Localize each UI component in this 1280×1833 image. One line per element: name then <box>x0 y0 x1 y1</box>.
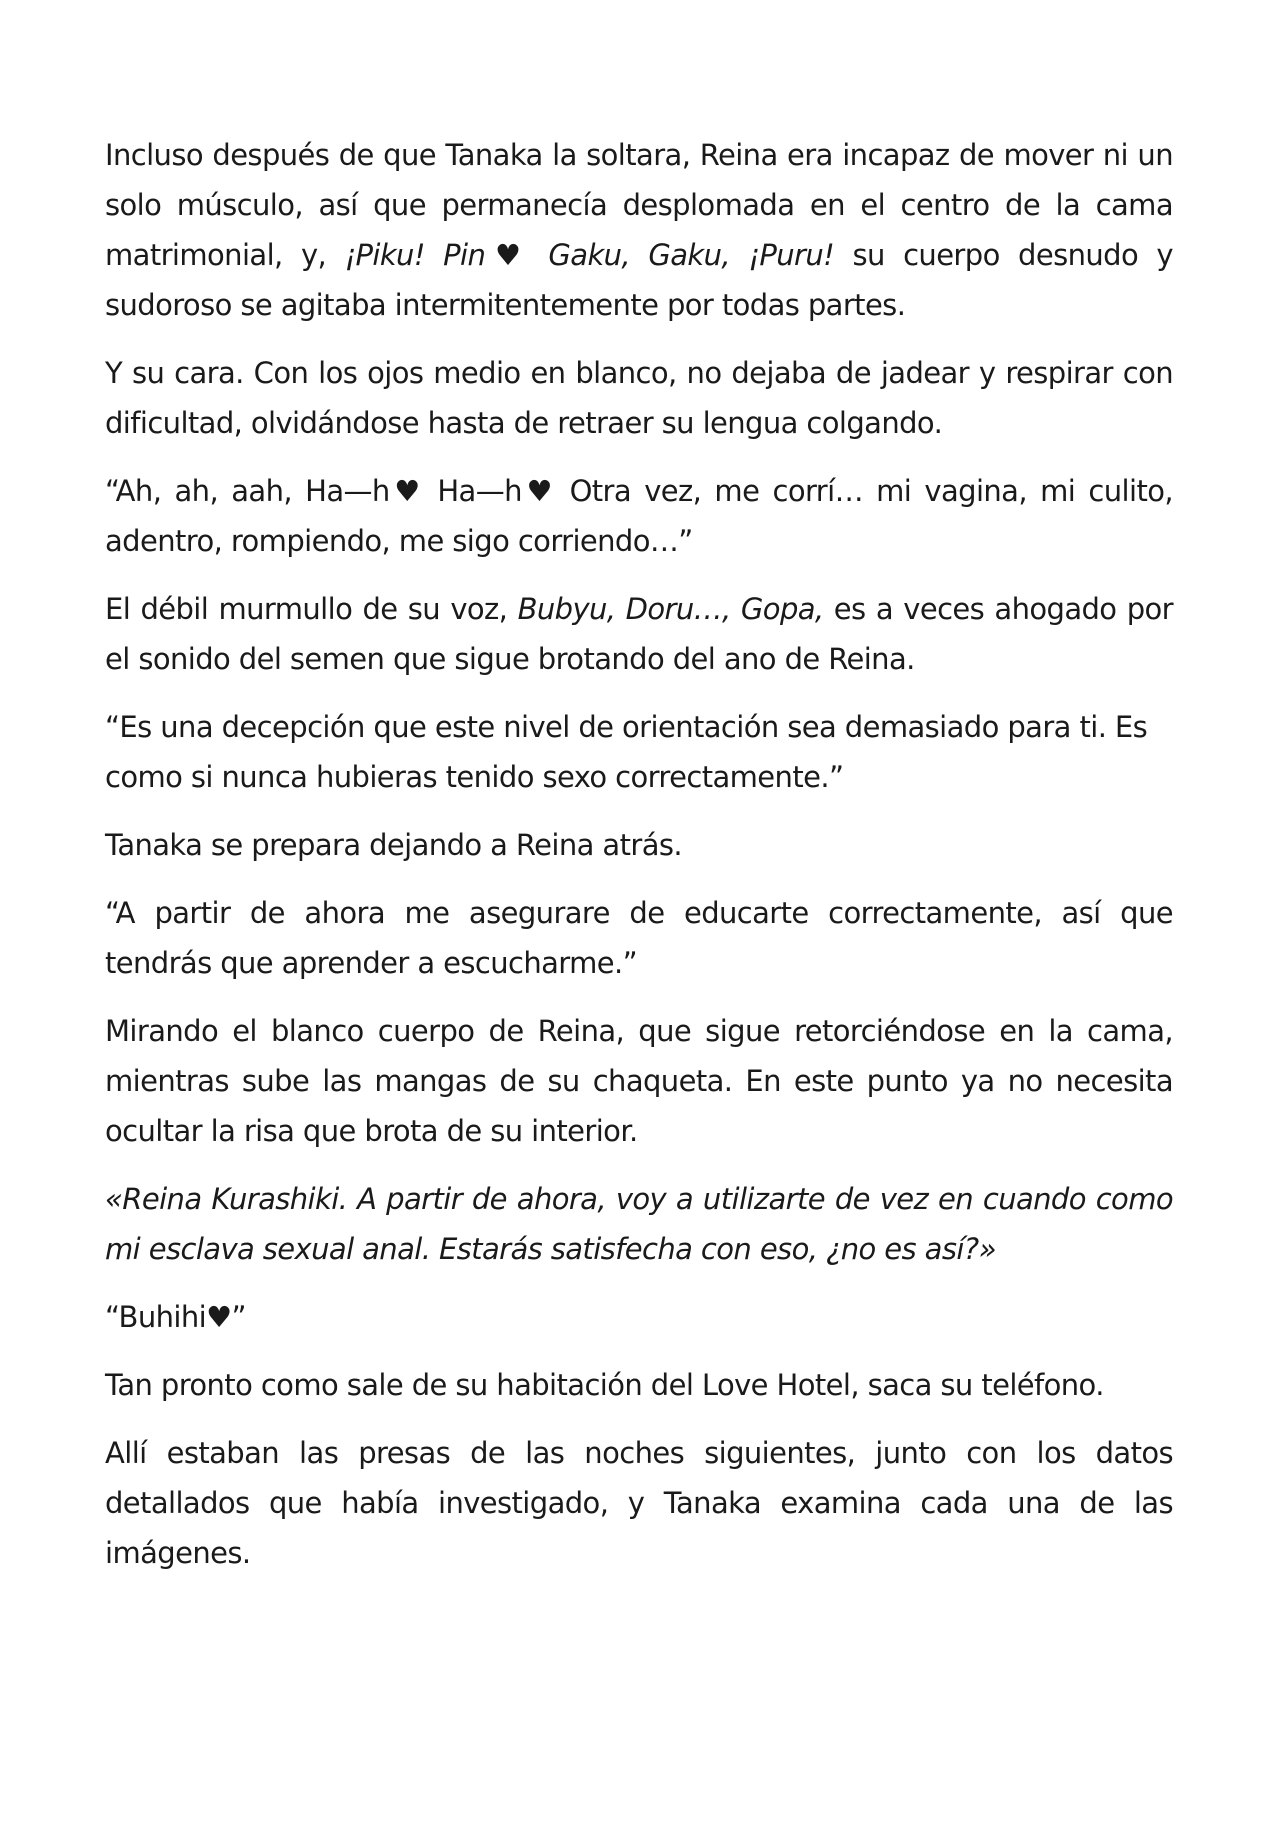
paragraph-6: Tanaka se prepara dejando a Reina atrás. <box>105 828 682 862</box>
paragraph-11: Tan pronto como sale de su habitación del Love Hotel, saca su teléfono. <box>105 1368 1104 1402</box>
paragraph-7: “A partir de ahora me asegurare de educarte correctamente, así que tendrás que aprender a escucharme.” <box>105 896 1173 980</box>
paragraph-9: «Reina Kurashiki. A partir de ahora, voy a utilizarte de vez en cuando como mi esclava sexual anal. Estarás satisfecha con eso, ¿no es así?» <box>105 1182 1173 1266</box>
paragraph-8: Mirando el blanco cuerpo de Reina, que sigue retorciéndose en la cama, mientras sube las mangas de su chaqueta. En este punto ya no necesita ocultar la risa que brota de su interior. <box>105 1014 1173 1148</box>
text: Incluso después de que Tanaka la soltara, Reina era incapaz de mover ni un solo músculo, así que permanecía desplomada en el centro de la cama matrimonial, y, <box>105 138 1173 272</box>
paragraph-10: “Buhihi♥” <box>105 1300 246 1334</box>
onomatopoeia: ¡Piku! Pin♥ Gaku, Gaku, ¡Puru! <box>344 238 835 272</box>
paragraph-1 <box>105 130 1173 330</box>
onomatopoeia: Bubyu, Doru…, Gopa, <box>517 592 824 626</box>
text: su cuerpo desnudo y sudoroso se agitaba intermitentemente por todas partes. <box>105 238 1173 322</box>
document-page <box>105 130 1173 1596</box>
paragraph-12: Allí estaban las presas de las noches siguientes, junto con los datos detallados que había investigado, y Tanaka examina cada una de las imágenes. <box>105 1436 1173 1570</box>
text: es a veces ahogado por el sonido del semen que sigue brotando del ano de Reina. <box>105 592 1173 676</box>
paragraph-5: “Es una decepción que este nivel de orientación sea demasiado para ti. Es como si nunca hubieras tenido sexo correctamente.” <box>105 710 1148 794</box>
text: El débil murmullo de su voz, <box>105 592 518 626</box>
paragraph-2: Y su cara. Con los ojos medio en blanco, no dejaba de jadear y respirar con dificultad, olvidándose hasta de retraer su lengua colgando. <box>105 356 1173 440</box>
paragraph-3: “Ah, ah, aah, Ha—h♥ Ha—h♥ Otra vez, me corrí… mi vagina, mi culito, adentro, rompiendo, me sigo corriendo…” <box>105 474 1173 558</box>
paragraph-4 <box>105 584 1173 684</box>
